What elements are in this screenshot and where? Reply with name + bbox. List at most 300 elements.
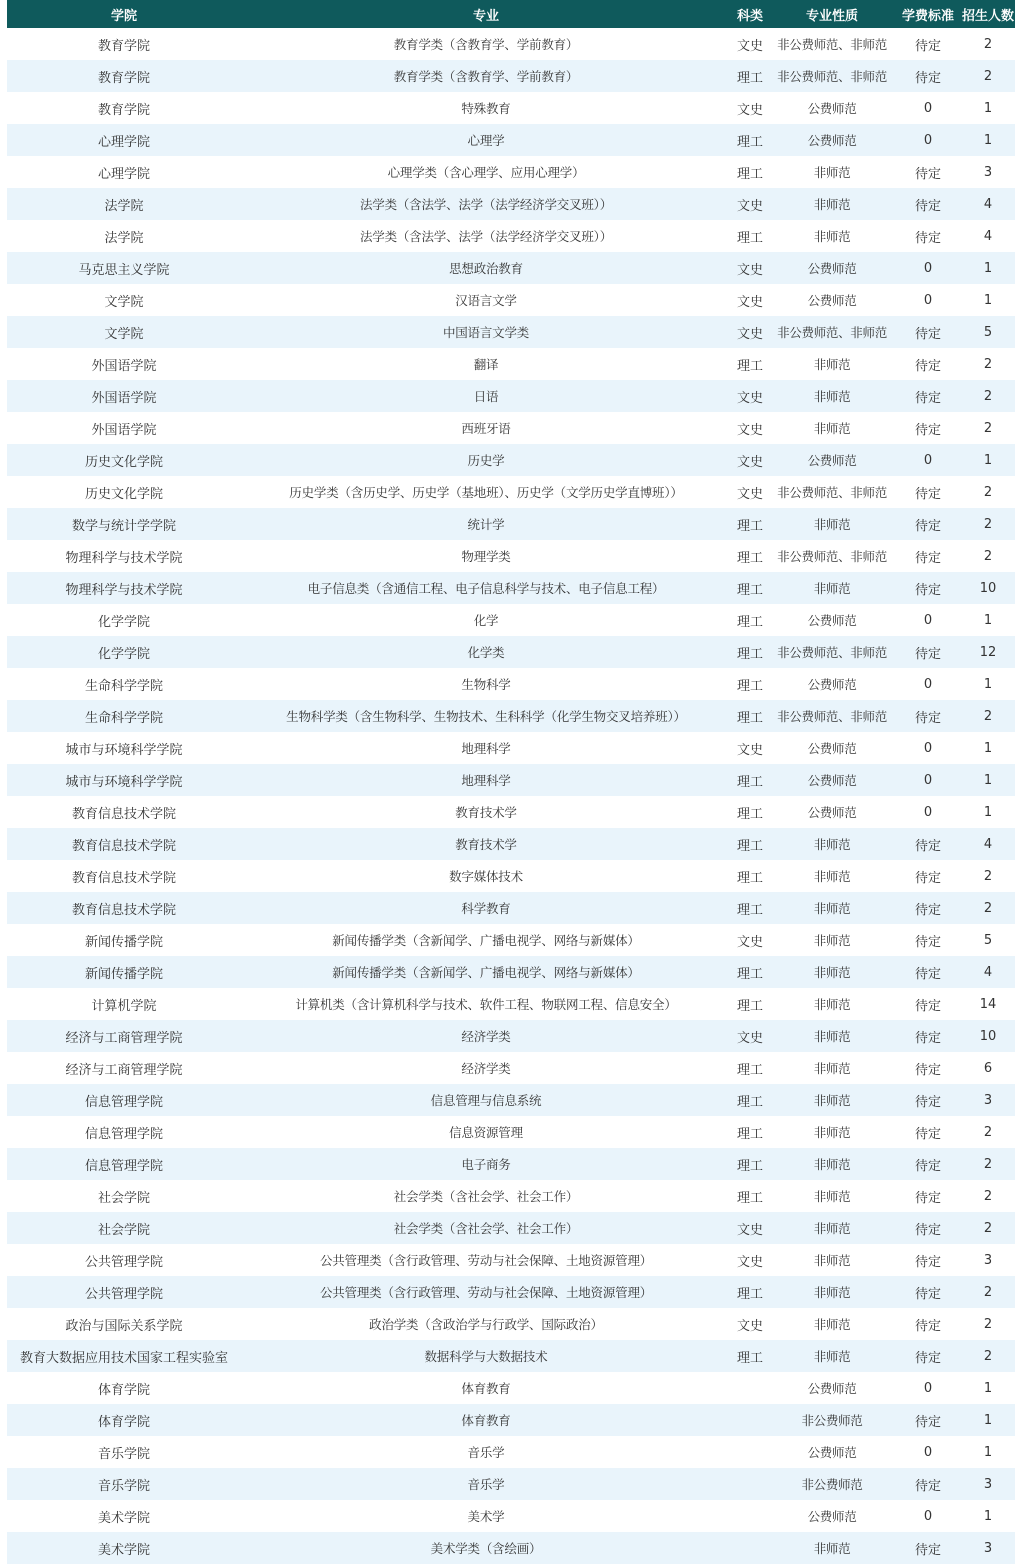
cell-nature: 非师范 xyxy=(769,156,895,188)
cell-nature: 非师范 xyxy=(769,1340,895,1372)
cell-nature: 非师范 xyxy=(769,892,895,924)
cell-college: 数学与统计学学院 xyxy=(7,508,241,540)
cell-major: 音乐学 xyxy=(241,1468,731,1500)
header-count: 招生人数 xyxy=(961,0,1015,28)
cell-major: 公共管理类（含行政管理、劳动与社会保障、土地资源管理） xyxy=(241,1244,731,1276)
cell-nature: 非师范 xyxy=(769,412,895,444)
cell-tuition: 待定 xyxy=(895,1308,961,1340)
cell-count: 10 xyxy=(961,572,1015,604)
cell-category xyxy=(731,1468,769,1500)
cell-major: 音乐学 xyxy=(241,1436,731,1468)
cell-college: 教育信息技术学院 xyxy=(7,828,241,860)
cell-count: 3 xyxy=(961,1084,1015,1116)
table-row xyxy=(0,284,1015,316)
cell-nature: 公费师范 xyxy=(769,1436,895,1468)
cell-count: 1 xyxy=(961,764,1015,796)
cell-major: 数据科学与大数据技术 xyxy=(241,1340,731,1372)
table-row xyxy=(0,1308,1015,1340)
cell-major: 西班牙语 xyxy=(241,412,731,444)
cell-tuition: 0 xyxy=(895,732,961,764)
cell-count: 1 xyxy=(961,1500,1015,1532)
cell-college: 美术学院 xyxy=(7,1532,241,1564)
cell-college: 新闻传播学院 xyxy=(7,924,241,956)
cell-major: 教育学类（含教育学、学前教育） xyxy=(241,28,731,60)
cell-college: 外国语学院 xyxy=(7,348,241,380)
table-row xyxy=(0,508,1015,540)
cell-college: 历史文化学院 xyxy=(7,476,241,508)
cell-category: 理工 xyxy=(731,1052,769,1084)
cell-tuition: 0 xyxy=(895,764,961,796)
cell-nature: 非师范 xyxy=(769,828,895,860)
cell-count: 2 xyxy=(961,1340,1015,1372)
cell-college: 教育大数据应用技术国家工程实验室 xyxy=(7,1340,241,1372)
cell-college: 城市与环境科学学院 xyxy=(7,732,241,764)
cell-college: 教育信息技术学院 xyxy=(7,892,241,924)
cell-major: 教育技术学 xyxy=(241,796,731,828)
cell-tuition: 待定 xyxy=(895,540,961,572)
cell-count: 2 xyxy=(961,1276,1015,1308)
cell-major: 公共管理类（含行政管理、劳动与社会保障、土地资源管理） xyxy=(241,1276,731,1308)
cell-nature: 非公费师范、非师范 xyxy=(769,316,895,348)
cell-category: 理工 xyxy=(731,668,769,700)
cell-category: 文史 xyxy=(731,316,769,348)
cell-count: 2 xyxy=(961,1212,1015,1244)
cell-major: 汉语言文学 xyxy=(241,284,731,316)
table-row xyxy=(0,636,1015,668)
cell-nature: 非师范 xyxy=(769,956,895,988)
cell-college: 教育信息技术学院 xyxy=(7,796,241,828)
row-spacer xyxy=(0,220,7,252)
cell-nature: 非师范 xyxy=(769,1084,895,1116)
row-spacer xyxy=(0,732,7,764)
cell-major: 历史学 xyxy=(241,444,731,476)
cell-college: 教育学院 xyxy=(7,92,241,124)
cell-tuition: 待定 xyxy=(895,924,961,956)
cell-tuition: 待定 xyxy=(895,988,961,1020)
cell-category: 理工 xyxy=(731,828,769,860)
cell-nature: 非师范 xyxy=(769,1308,895,1340)
cell-tuition: 待定 xyxy=(895,700,961,732)
table-row xyxy=(0,28,1015,60)
header-category: 科类 xyxy=(731,0,769,28)
cell-nature: 非师范 xyxy=(769,1276,895,1308)
cell-major: 物理学类 xyxy=(241,540,731,572)
row-spacer xyxy=(0,636,7,668)
cell-count: 2 xyxy=(961,860,1015,892)
cell-tuition: 待定 xyxy=(895,1020,961,1052)
cell-major: 地理科学 xyxy=(241,764,731,796)
table-row xyxy=(0,572,1015,604)
cell-nature: 非师范 xyxy=(769,1052,895,1084)
cell-count: 1 xyxy=(961,796,1015,828)
cell-category: 理工 xyxy=(731,1276,769,1308)
cell-nature: 公费师范 xyxy=(769,796,895,828)
cell-college: 城市与环境科学学院 xyxy=(7,764,241,796)
cell-category xyxy=(731,1532,769,1564)
cell-major: 历史学类（含历史学、历史学（基地班）、历史学（文学历史学直博班）） xyxy=(241,476,731,508)
cell-major: 特殊教育 xyxy=(241,92,731,124)
cell-category: 理工 xyxy=(731,60,769,92)
cell-major: 数字媒体技术 xyxy=(241,860,731,892)
cell-nature: 非师范 xyxy=(769,1020,895,1052)
row-spacer xyxy=(0,828,7,860)
cell-nature: 非师范 xyxy=(769,988,895,1020)
cell-category: 理工 xyxy=(731,540,769,572)
cell-count: 10 xyxy=(961,1020,1015,1052)
table-row xyxy=(0,540,1015,572)
cell-tuition: 0 xyxy=(895,796,961,828)
cell-category: 理工 xyxy=(731,572,769,604)
cell-major: 法学类（含法学、法学（法学经济学交叉班）） xyxy=(241,220,731,252)
row-spacer xyxy=(0,252,7,284)
cell-tuition: 待定 xyxy=(895,860,961,892)
cell-count: 2 xyxy=(961,348,1015,380)
cell-college: 美术学院 xyxy=(7,1500,241,1532)
cell-college: 经济与工商管理学院 xyxy=(7,1052,241,1084)
row-spacer xyxy=(0,1020,7,1052)
cell-nature: 公费师范 xyxy=(769,444,895,476)
cell-category xyxy=(731,1372,769,1404)
cell-tuition: 0 xyxy=(895,284,961,316)
cell-major: 体育教育 xyxy=(241,1372,731,1404)
cell-major: 教育技术学 xyxy=(241,828,731,860)
cell-college: 历史文化学院 xyxy=(7,444,241,476)
row-spacer xyxy=(0,1500,7,1532)
row-spacer xyxy=(0,572,7,604)
row-spacer xyxy=(0,892,7,924)
cell-major: 教育学类（含教育学、学前教育） xyxy=(241,60,731,92)
row-spacer xyxy=(0,92,7,124)
cell-count: 4 xyxy=(961,220,1015,252)
row-spacer xyxy=(0,1404,7,1436)
table-row xyxy=(0,1148,1015,1180)
row-spacer xyxy=(0,284,7,316)
cell-count: 12 xyxy=(961,636,1015,668)
cell-college: 信息管理学院 xyxy=(7,1148,241,1180)
cell-count: 2 xyxy=(961,1180,1015,1212)
cell-category: 文史 xyxy=(731,732,769,764)
cell-nature: 公费师范 xyxy=(769,252,895,284)
cell-college: 体育学院 xyxy=(7,1372,241,1404)
row-spacer xyxy=(0,444,7,476)
cell-college: 物理科学与技术学院 xyxy=(7,540,241,572)
table-row xyxy=(0,668,1015,700)
table-row xyxy=(0,1372,1015,1404)
header-nature: 专业性质 xyxy=(769,0,895,28)
cell-tuition: 待定 xyxy=(895,956,961,988)
cell-college: 文学院 xyxy=(7,316,241,348)
row-spacer xyxy=(0,1468,7,1500)
cell-category: 理工 xyxy=(731,636,769,668)
cell-count: 2 xyxy=(961,476,1015,508)
table-row xyxy=(0,1340,1015,1372)
cell-major: 社会学类（含社会学、社会工作） xyxy=(241,1180,731,1212)
cell-major: 化学类 xyxy=(241,636,731,668)
cell-college: 公共管理学院 xyxy=(7,1276,241,1308)
cell-tuition: 待定 xyxy=(895,1084,961,1116)
table-row xyxy=(0,796,1015,828)
cell-tuition: 待定 xyxy=(895,348,961,380)
row-spacer xyxy=(0,1180,7,1212)
cell-count: 2 xyxy=(961,540,1015,572)
cell-count: 2 xyxy=(961,1116,1015,1148)
cell-college: 生命科学学院 xyxy=(7,700,241,732)
table-row xyxy=(0,604,1015,636)
cell-nature: 非公费师范、非师范 xyxy=(769,700,895,732)
cell-count: 2 xyxy=(961,508,1015,540)
row-spacer xyxy=(0,700,7,732)
cell-tuition: 待定 xyxy=(895,156,961,188)
header-tuition: 学费标准 xyxy=(895,0,961,28)
row-spacer xyxy=(0,988,7,1020)
table-row xyxy=(0,1116,1015,1148)
cell-tuition: 待定 xyxy=(895,1340,961,1372)
cell-nature: 公费师范 xyxy=(769,92,895,124)
cell-college: 体育学院 xyxy=(7,1404,241,1436)
cell-nature: 公费师范 xyxy=(769,764,895,796)
row-spacer xyxy=(0,348,7,380)
table-row xyxy=(0,860,1015,892)
cell-count: 1 xyxy=(961,1372,1015,1404)
table-row xyxy=(0,1180,1015,1212)
table-row xyxy=(0,316,1015,348)
cell-count: 1 xyxy=(961,1404,1015,1436)
table-row xyxy=(0,1052,1015,1084)
cell-college: 政治与国际关系学院 xyxy=(7,1308,241,1340)
cell-category: 理工 xyxy=(731,124,769,156)
cell-category: 理工 xyxy=(731,892,769,924)
table-row xyxy=(0,1244,1015,1276)
cell-category: 文史 xyxy=(731,1212,769,1244)
cell-category: 文史 xyxy=(731,188,769,220)
cell-major: 统计学 xyxy=(241,508,731,540)
row-spacer xyxy=(0,412,7,444)
cell-major: 化学 xyxy=(241,604,731,636)
cell-college: 教育信息技术学院 xyxy=(7,860,241,892)
cell-category: 文史 xyxy=(731,444,769,476)
cell-nature: 非师范 xyxy=(769,1148,895,1180)
cell-major: 信息管理与信息系统 xyxy=(241,1084,731,1116)
cell-major: 思想政治教育 xyxy=(241,252,731,284)
cell-major: 新闻传播学类（含新闻学、广播电视学、网络与新媒体） xyxy=(241,956,731,988)
cell-major: 心理学 xyxy=(241,124,731,156)
row-spacer xyxy=(0,796,7,828)
row-spacer xyxy=(0,28,7,60)
cell-nature: 非师范 xyxy=(769,572,895,604)
cell-major: 社会学类（含社会学、社会工作） xyxy=(241,1212,731,1244)
cell-count: 1 xyxy=(961,252,1015,284)
cell-tuition: 待定 xyxy=(895,828,961,860)
cell-count: 1 xyxy=(961,1436,1015,1468)
cell-major: 科学教育 xyxy=(241,892,731,924)
cell-tuition: 待定 xyxy=(895,1052,961,1084)
row-spacer xyxy=(0,668,7,700)
cell-tuition: 待定 xyxy=(895,220,961,252)
cell-tuition: 待定 xyxy=(895,1148,961,1180)
cell-category: 理工 xyxy=(731,1340,769,1372)
cell-tuition: 待定 xyxy=(895,508,961,540)
cell-college: 新闻传播学院 xyxy=(7,956,241,988)
table-row xyxy=(0,412,1015,444)
cell-category: 理工 xyxy=(731,604,769,636)
cell-tuition: 待定 xyxy=(895,1244,961,1276)
cell-count: 2 xyxy=(961,28,1015,60)
cell-major: 美术学 xyxy=(241,1500,731,1532)
cell-major: 经济学类 xyxy=(241,1052,731,1084)
cell-nature: 非师范 xyxy=(769,1212,895,1244)
cell-nature: 非师范 xyxy=(769,188,895,220)
cell-college: 社会学院 xyxy=(7,1180,241,1212)
row-spacer xyxy=(0,1244,7,1276)
header-spacer xyxy=(0,0,7,28)
cell-category: 理工 xyxy=(731,860,769,892)
cell-category: 文史 xyxy=(731,924,769,956)
table-row xyxy=(0,188,1015,220)
table-row xyxy=(0,732,1015,764)
row-spacer xyxy=(0,156,7,188)
cell-college: 计算机学院 xyxy=(7,988,241,1020)
cell-category: 理工 xyxy=(731,700,769,732)
cell-tuition: 待定 xyxy=(895,1116,961,1148)
cell-count: 5 xyxy=(961,316,1015,348)
cell-count: 5 xyxy=(961,924,1015,956)
cell-major: 生物科学 xyxy=(241,668,731,700)
row-spacer xyxy=(0,540,7,572)
cell-major: 政治学类（含政治学与行政学、国际政治） xyxy=(241,1308,731,1340)
cell-tuition: 待定 xyxy=(895,892,961,924)
cell-category xyxy=(731,1404,769,1436)
cell-nature: 非公费师范、非师范 xyxy=(769,60,895,92)
cell-count: 1 xyxy=(961,124,1015,156)
cell-tuition: 待定 xyxy=(895,380,961,412)
cell-nature: 非公费师范 xyxy=(769,1404,895,1436)
table-row xyxy=(0,380,1015,412)
table-row xyxy=(0,444,1015,476)
table-row xyxy=(0,828,1015,860)
row-spacer xyxy=(0,60,7,92)
cell-nature: 公费师范 xyxy=(769,284,895,316)
cell-nature: 非师范 xyxy=(769,1244,895,1276)
cell-college: 化学学院 xyxy=(7,636,241,668)
cell-nature: 非公费师范、非师范 xyxy=(769,636,895,668)
cell-tuition: 0 xyxy=(895,604,961,636)
cell-count: 4 xyxy=(961,828,1015,860)
cell-count: 1 xyxy=(961,604,1015,636)
cell-major: 新闻传播学类（含新闻学、广播电视学、网络与新媒体） xyxy=(241,924,731,956)
table-row xyxy=(0,1084,1015,1116)
cell-count: 2 xyxy=(961,1148,1015,1180)
cell-tuition: 待定 xyxy=(895,412,961,444)
cell-tuition: 待定 xyxy=(895,476,961,508)
cell-category xyxy=(731,1500,769,1532)
header-college: 学院 xyxy=(7,0,241,28)
row-spacer xyxy=(0,1212,7,1244)
cell-nature: 非师范 xyxy=(769,220,895,252)
cell-category: 理工 xyxy=(731,988,769,1020)
cell-tuition: 0 xyxy=(895,252,961,284)
cell-tuition: 待定 xyxy=(895,316,961,348)
row-spacer xyxy=(0,1276,7,1308)
cell-college: 马克思主义学院 xyxy=(7,252,241,284)
table-row xyxy=(0,956,1015,988)
table-row xyxy=(0,924,1015,956)
cell-nature: 公费师范 xyxy=(769,124,895,156)
cell-count: 1 xyxy=(961,668,1015,700)
table-row xyxy=(0,892,1015,924)
row-spacer xyxy=(0,860,7,892)
cell-tuition: 0 xyxy=(895,444,961,476)
cell-count: 1 xyxy=(961,444,1015,476)
table-row xyxy=(0,156,1015,188)
cell-category: 理工 xyxy=(731,1180,769,1212)
cell-category: 理工 xyxy=(731,796,769,828)
cell-category: 文史 xyxy=(731,476,769,508)
cell-category: 理工 xyxy=(731,1148,769,1180)
cell-college: 法学院 xyxy=(7,220,241,252)
cell-category: 文史 xyxy=(731,284,769,316)
cell-category: 文史 xyxy=(731,1020,769,1052)
cell-tuition: 0 xyxy=(895,1436,961,1468)
cell-category: 文史 xyxy=(731,1308,769,1340)
table-row xyxy=(0,1436,1015,1468)
cell-count: 2 xyxy=(961,892,1015,924)
table-row xyxy=(0,1276,1015,1308)
cell-tuition: 待定 xyxy=(895,1468,961,1500)
cell-count: 2 xyxy=(961,380,1015,412)
table-row xyxy=(0,764,1015,796)
cell-tuition: 0 xyxy=(895,1372,961,1404)
cell-count: 4 xyxy=(961,188,1015,220)
cell-nature: 非师范 xyxy=(769,348,895,380)
row-spacer xyxy=(0,1148,7,1180)
table-header-row xyxy=(0,0,1015,28)
cell-count: 2 xyxy=(961,1308,1015,1340)
cell-major: 日语 xyxy=(241,380,731,412)
row-spacer xyxy=(0,1436,7,1468)
cell-college: 文学院 xyxy=(7,284,241,316)
cell-major: 计算机类（含计算机科学与技术、软件工程、物联网工程、信息安全） xyxy=(241,988,731,1020)
cell-nature: 公费师范 xyxy=(769,732,895,764)
table-row xyxy=(0,92,1015,124)
table-row xyxy=(0,1020,1015,1052)
cell-count: 3 xyxy=(961,1244,1015,1276)
row-spacer xyxy=(0,188,7,220)
cell-count: 2 xyxy=(961,60,1015,92)
row-spacer xyxy=(0,764,7,796)
cell-count: 14 xyxy=(961,988,1015,1020)
cell-tuition: 待定 xyxy=(895,1180,961,1212)
cell-major: 美术学类（含绘画） xyxy=(241,1532,731,1564)
cell-count: 1 xyxy=(961,92,1015,124)
cell-category: 理工 xyxy=(731,956,769,988)
cell-major: 信息资源管理 xyxy=(241,1116,731,1148)
cell-nature: 非师范 xyxy=(769,860,895,892)
cell-college: 物理科学与技术学院 xyxy=(7,572,241,604)
cell-nature: 非师范 xyxy=(769,380,895,412)
cell-college: 社会学院 xyxy=(7,1212,241,1244)
row-spacer xyxy=(0,1340,7,1372)
cell-tuition: 0 xyxy=(895,668,961,700)
cell-college: 公共管理学院 xyxy=(7,1244,241,1276)
cell-major: 翻译 xyxy=(241,348,731,380)
table-body xyxy=(0,28,1015,1564)
cell-nature: 非公费师范、非师范 xyxy=(769,540,895,572)
header-major: 专业 xyxy=(241,0,731,28)
row-spacer xyxy=(0,1532,7,1564)
cell-category: 文史 xyxy=(731,92,769,124)
cell-tuition: 待定 xyxy=(895,1212,961,1244)
cell-nature: 非师范 xyxy=(769,1532,895,1564)
